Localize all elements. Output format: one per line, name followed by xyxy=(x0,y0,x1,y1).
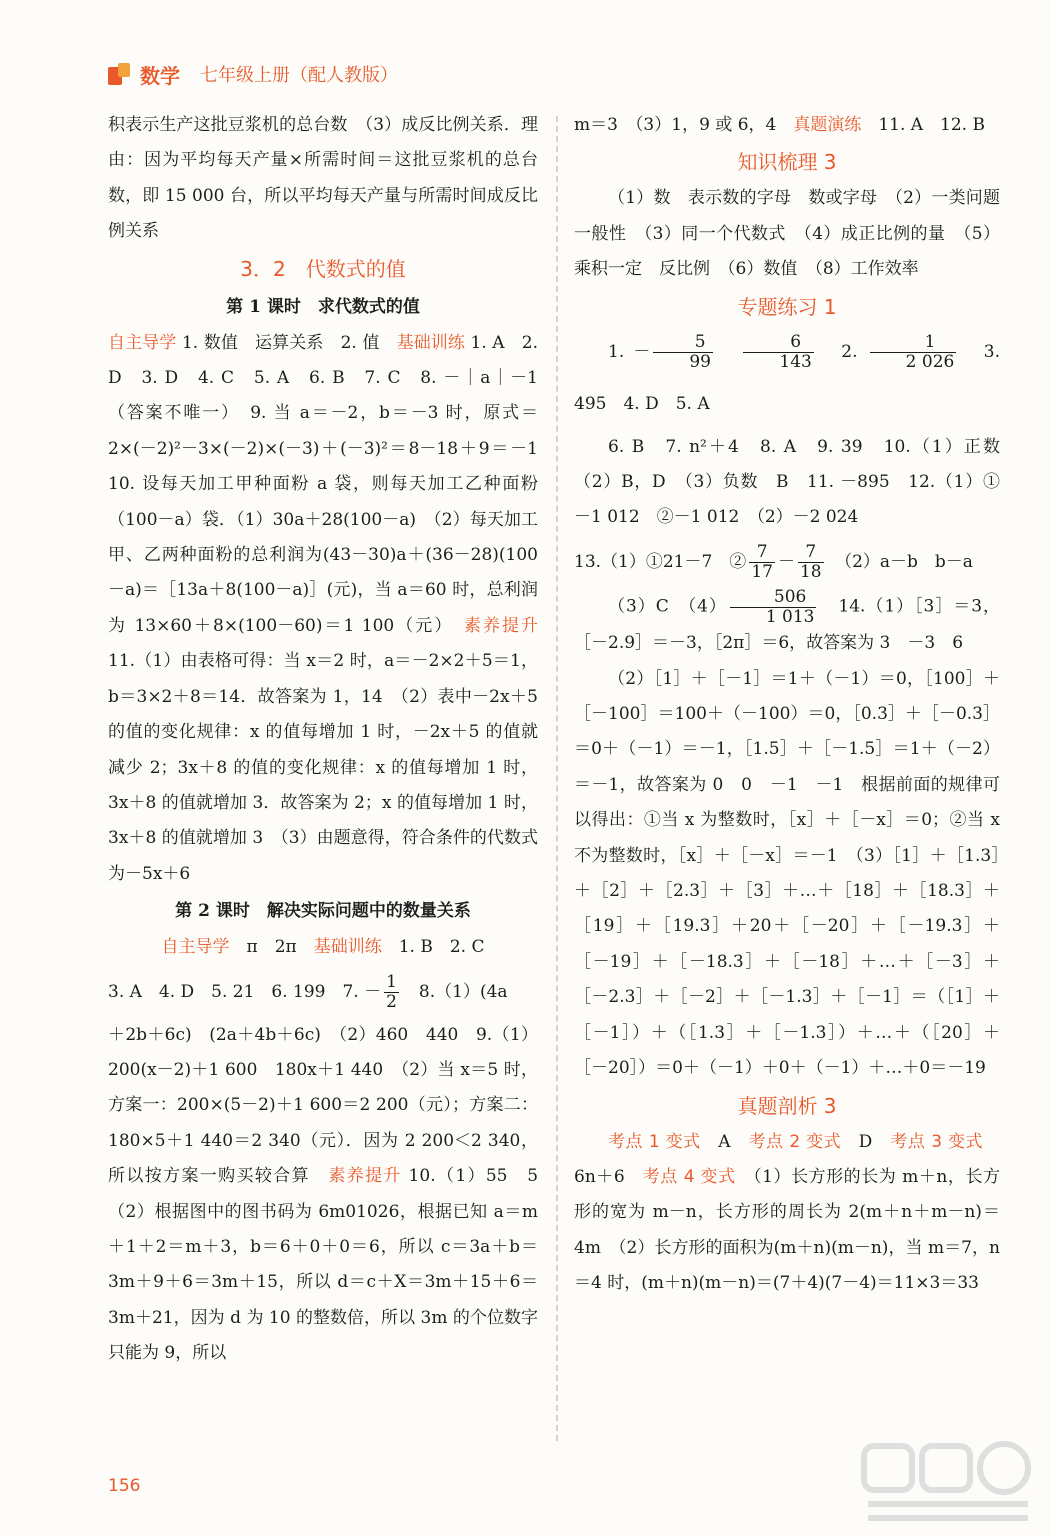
lesson2-answers: ＋2b＋6c) (2a＋4b＋6c) （2）460 440 9.（1）200(x－2)＋1 600 180x＋1 440 （2）当 x＝5 时，方案一：200×(5－2)＋1 600＝2 200（元）；方案二：180×5＋1 440＝2 340（元）．因为 2 200＜2 340，所以按方案一购买较合算 素养提升 10.（1）55 5 （2）根据图中的图书码为 6m01026，根据已知 a＝m＋1＋2＝m＋3，b＝6＋0＋0＝6，所以 c＝3a＋b＝3m＋9＋6＝3m＋15，所以 d＝c＋X＝3m＋15＋6＝3m＋21，因为 d 为 10 的整数倍，所以 3m 的个位数字只能为 9，所以 xyxy=(108,1024,556,1364)
grade-title: 七年级上册（配人教版） xyxy=(200,65,398,86)
column-divider xyxy=(556,116,558,1441)
practice-line2: 6. B 7. n²＋4 8. A 9. 39 10.（1）正数 （2）B，D （3）负数 B 11. －895 12.（1）①－1 012 ②－1 012 （2）－2 024 xyxy=(574,436,1017,528)
book-logo-icon xyxy=(108,63,130,85)
exam-analysis-title: 真题剖析 3 xyxy=(737,1093,837,1118)
fraction: $\frac{5}{99}$ xyxy=(653,333,713,371)
tag-real-exam: 真题演练 xyxy=(793,115,862,135)
fraction: $\frac{7}{18}$ xyxy=(799,542,822,582)
watermark-logo-icon xyxy=(858,1438,1038,1528)
subject-title: 数学 xyxy=(140,63,180,88)
page-number: 156 xyxy=(108,1476,141,1496)
fraction: $\frac{6}{143}$ xyxy=(743,333,813,371)
intro-paragraph: 积表示生产这批豆浆机的总台数 （3）成反比例关系．理由：因为平均每天产量×所需时间＝这批豆浆机的总台数，即 15 000 台，所以平均每天产量与所需时间成反比例关系 xyxy=(108,115,538,242)
practice-line4: （3）C （4） $\frac{506}{1 013}$ 14.（1）［3］＝3，［－2.9］＝－3，［2π］＝6，故答案为 3 －3 6 xyxy=(574,586,1001,654)
fraction: $\frac{1}{2}$ xyxy=(386,971,397,1012)
tag-improvement: 素养提升 xyxy=(463,615,539,636)
lesson1-title: 第 1 课时 求代数式的值 xyxy=(226,296,420,317)
fraction: $\frac{7}{17}$ xyxy=(751,542,773,582)
topic-practice-title: 专题练习 1 xyxy=(737,294,837,319)
lesson1-answers: 自主导学 1. 数值 运算关系 2. 值 基础训练 1. A 2. D 3. D 4. C 5. A 6. B 7. C 8. －｜a｜－1（答案不唯一） 9. 当 a＝－2，b＝－3 时，原式＝2×(－2)²－3×(－2)×(－3)＋(－3)²＝8－18＋9＝－1 10. 设每天加工甲种面粉 a 袋，则每天加工乙种面粉（100－a）袋．（1）30a＋28(100－a) （2）每天加工甲、乙两种面粉的总利润为(43－30)a＋(36－28)(100－a)＝［13a＋8(100－a)］(元)，当 a＝60 时，总利润为 13×60＋8×(100－60)＝1 100（元） 素养提升 11.（1）由表格可得：当 x＝2 时，a＝－2×2＋5＝1，b＝3×2＋8＝14．故答案为 1，14 （2）表中－2x＋5 的值的变化规律：x 的值每增加 1 时，－2x＋5 的值就减少 2；3x＋8 的值的变化规律：x 的值每增加 1 时，3x＋8 的值就增加 3．故答案为 2；x 的值每增加 1 时，3x＋8 的值就增加 3 （3）由题意得，符合条件的代数式为－5x＋6 xyxy=(108,332,555,884)
exam-analysis-text: 考点 1 变式 A 考点 2 变式 D 考点 3 变式 6n＋6 考点 4 变式 （1）长方形的长为 m＋n，长方形的宽为 m－n，长方形的周长为 2(m＋n＋m－n)＝4m （2）长方形的面积为(m＋n)(m－n)，当 m＝7，n＝4 时，(m＋n)(m－n)＝(7＋4)(7－4)＝11×3＝33 xyxy=(574,1131,1001,1294)
practice-paragraph: （2）［1］＋［－1］＝1＋（－1）＝0，［100］＋［－100］＝100＋（－100）＝0，［0.3］＋［－0.3］＝0＋（－1）＝－1，［1.5］＋［－1.5］＝1＋（－2）＝－1，故答案为 0 0 －1 －1 根据前面的规律可以得出：①当 x 为整数时，［x］＋［－x］＝0；②当 x 不为整数时，［x］＋［－x］＝－1 （3）［1］＋［1.3］＋［2］＋［2.3］＋［3］＋…＋［18］＋［18.3］＋［19］＋［19.3］＋20＋［－20］＋［－19.3］＋［－19］＋［－18.3］＋［－18］＋…＋［－3］＋［－2.3］＋［－2］＋［－1.3］＋［－1］＝（［1］＋［－1］）＋（［1.3］＋［－1.3］）＋…＋（［20］＋［－20］）＝0＋（－1）＋0＋（－1）＋…＋0＝－19 xyxy=(574,668,1000,1079)
practice-line3: 13.（1）①21－7 ② $\frac{7}{17}$ － $\frac{7}{18}$ （2）a－b b－a xyxy=(574,542,973,582)
lesson2-line1: 自主导学 π 2π 基础训练 1. B 2. C xyxy=(161,937,485,958)
practice-line1: 1. － $\frac{5}{99}$ $\frac{6}{143}$ 2. $\frac{1}{2 026}$ 3. 495 4. D 5. A xyxy=(574,331,1000,414)
tag-improvement-2: 素养提升 xyxy=(328,1166,402,1187)
knowledge-summary-title: 知识梳理 3 xyxy=(737,150,837,175)
tag-basic-training-2: 基础训练 xyxy=(313,937,382,958)
lesson2-title: 第 2 课时 解决实际问题中的数量关系 xyxy=(175,901,471,922)
right-column xyxy=(574,108,1017,1302)
page-header xyxy=(108,58,398,90)
fraction: $\frac{1}{2 026}$ xyxy=(870,333,957,371)
left-column xyxy=(108,108,556,1372)
lesson2-line2: 3. A 4. D 5. 21 6. 199 7. － $\frac{1}{2}$ 8.（1）(4a xyxy=(108,971,508,1012)
tag-self-study: 自主导学 xyxy=(108,332,177,353)
knowledge-summary-text: （1）数 表示数的字母 数或字母 （2）一类问题 一般性 （3）同一个代数式 （4）成正比例的量 （5）乘积一定 反比例 （6）数值 （8）工作效率 xyxy=(574,188,1017,280)
right-top-answers: m＝3 （3）1，9 或 6，4 真题演练 11. A 12. B xyxy=(574,115,985,135)
section-title: 3．2 代数式的值 xyxy=(240,256,406,281)
tag-self-study-2: 自主导学 xyxy=(161,937,230,958)
fraction: $\frac{506}{1 013}$ xyxy=(730,588,817,626)
tag-basic-training: 基础训练 xyxy=(396,332,466,353)
